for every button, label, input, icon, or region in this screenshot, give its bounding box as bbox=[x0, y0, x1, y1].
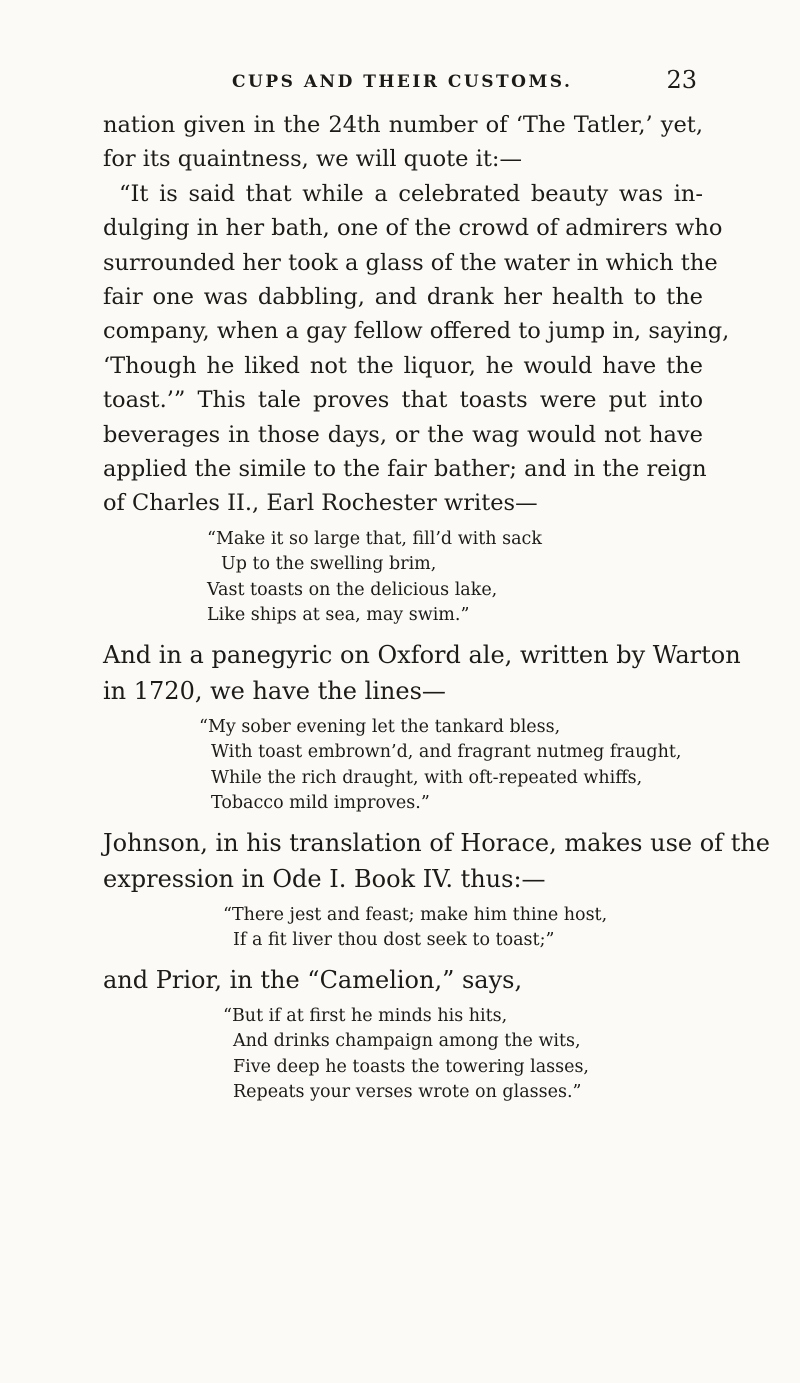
running-head: CUPS AND THEIR CUSTOMS. bbox=[232, 72, 573, 92]
text-line: toast.’” This tale proves that toasts were put into bbox=[103, 387, 703, 414]
verse-line: “But if at first he minds his hits, bbox=[223, 1005, 508, 1026]
text-line: in 1720, we have the lines— bbox=[103, 676, 446, 705]
text-line: nation given in the 24th number of ‘The Tatler,’ yet, bbox=[103, 112, 703, 138]
text-line: and Prior, in the “Camelion,” says, bbox=[103, 965, 523, 994]
text-line: for its quaintness, we will quote it:— bbox=[103, 146, 522, 173]
text-line: Johnson, in his translation of Horace, makes use of the bbox=[103, 828, 770, 857]
text-line: expression in Ode I. Book IV. thus:— bbox=[103, 864, 546, 893]
verse-rochester bbox=[103, 527, 703, 629]
page-body bbox=[103, 108, 770, 1114]
paragraph-tatler bbox=[103, 108, 730, 521]
verse-line: “Make it so large that, fill’d with sack bbox=[207, 528, 542, 549]
verse-warton bbox=[103, 715, 703, 817]
verse-prior bbox=[103, 1004, 703, 1106]
text-line: beverages in those days, or the wag would not have bbox=[103, 421, 703, 448]
verse-line: Five deep he toasts the towering lasses, bbox=[233, 1056, 589, 1077]
paragraph-prior bbox=[103, 962, 703, 998]
verse-line: If a fit liver thou dost seek to toast;” bbox=[233, 930, 555, 951]
text-line: ‘Though he liked not the liquor, he would have the bbox=[103, 352, 703, 379]
page-header bbox=[0, 66, 800, 106]
text-line: surrounded her took a glass of the water in which the bbox=[103, 249, 718, 276]
verse-line: “There jest and feast; make him thine host, bbox=[223, 904, 608, 925]
text-line: “It is said that while a celebrated beauty was in- bbox=[119, 180, 703, 207]
verse-line: Up to the swelling brim, bbox=[221, 554, 437, 575]
text-line: of Charles II., Earl Rochester writes— bbox=[103, 490, 538, 517]
verse-johnson bbox=[103, 903, 703, 954]
text-line: dulging in her bath, one of the crowd of admirers who bbox=[103, 215, 723, 242]
verse-line: “My sober evening let the tankard bless, bbox=[199, 716, 561, 737]
page-number: 23 bbox=[666, 66, 697, 94]
text-line: applied the simile to the fair bather; and in the reign bbox=[103, 456, 707, 483]
paragraph-warton bbox=[103, 637, 741, 709]
verse-line: Tobacco mild improves.” bbox=[211, 793, 430, 814]
text-line: And in a panegyric on Oxford ale, written by Warton bbox=[103, 640, 741, 669]
verse-line: With toast embrown’d, and fragrant nutmeg fraught, bbox=[211, 742, 682, 763]
verse-line: And drinks champaign among the wits, bbox=[233, 1031, 581, 1052]
text-line: company, when a gay fellow offered to jump in, saying, bbox=[103, 318, 730, 345]
text-line: fair one was dabbling, and drank her health to the bbox=[103, 284, 703, 311]
verse-line: Repeats your verses wrote on glasses.” bbox=[233, 1082, 582, 1103]
verse-line: While the rich draught, with oft-repeated whiffs, bbox=[211, 767, 643, 788]
paragraph-johnson bbox=[103, 825, 770, 897]
verse-line: Vast toasts on the delicious lake, bbox=[207, 579, 498, 600]
verse-line: Like ships at sea, may swim.” bbox=[207, 605, 470, 626]
